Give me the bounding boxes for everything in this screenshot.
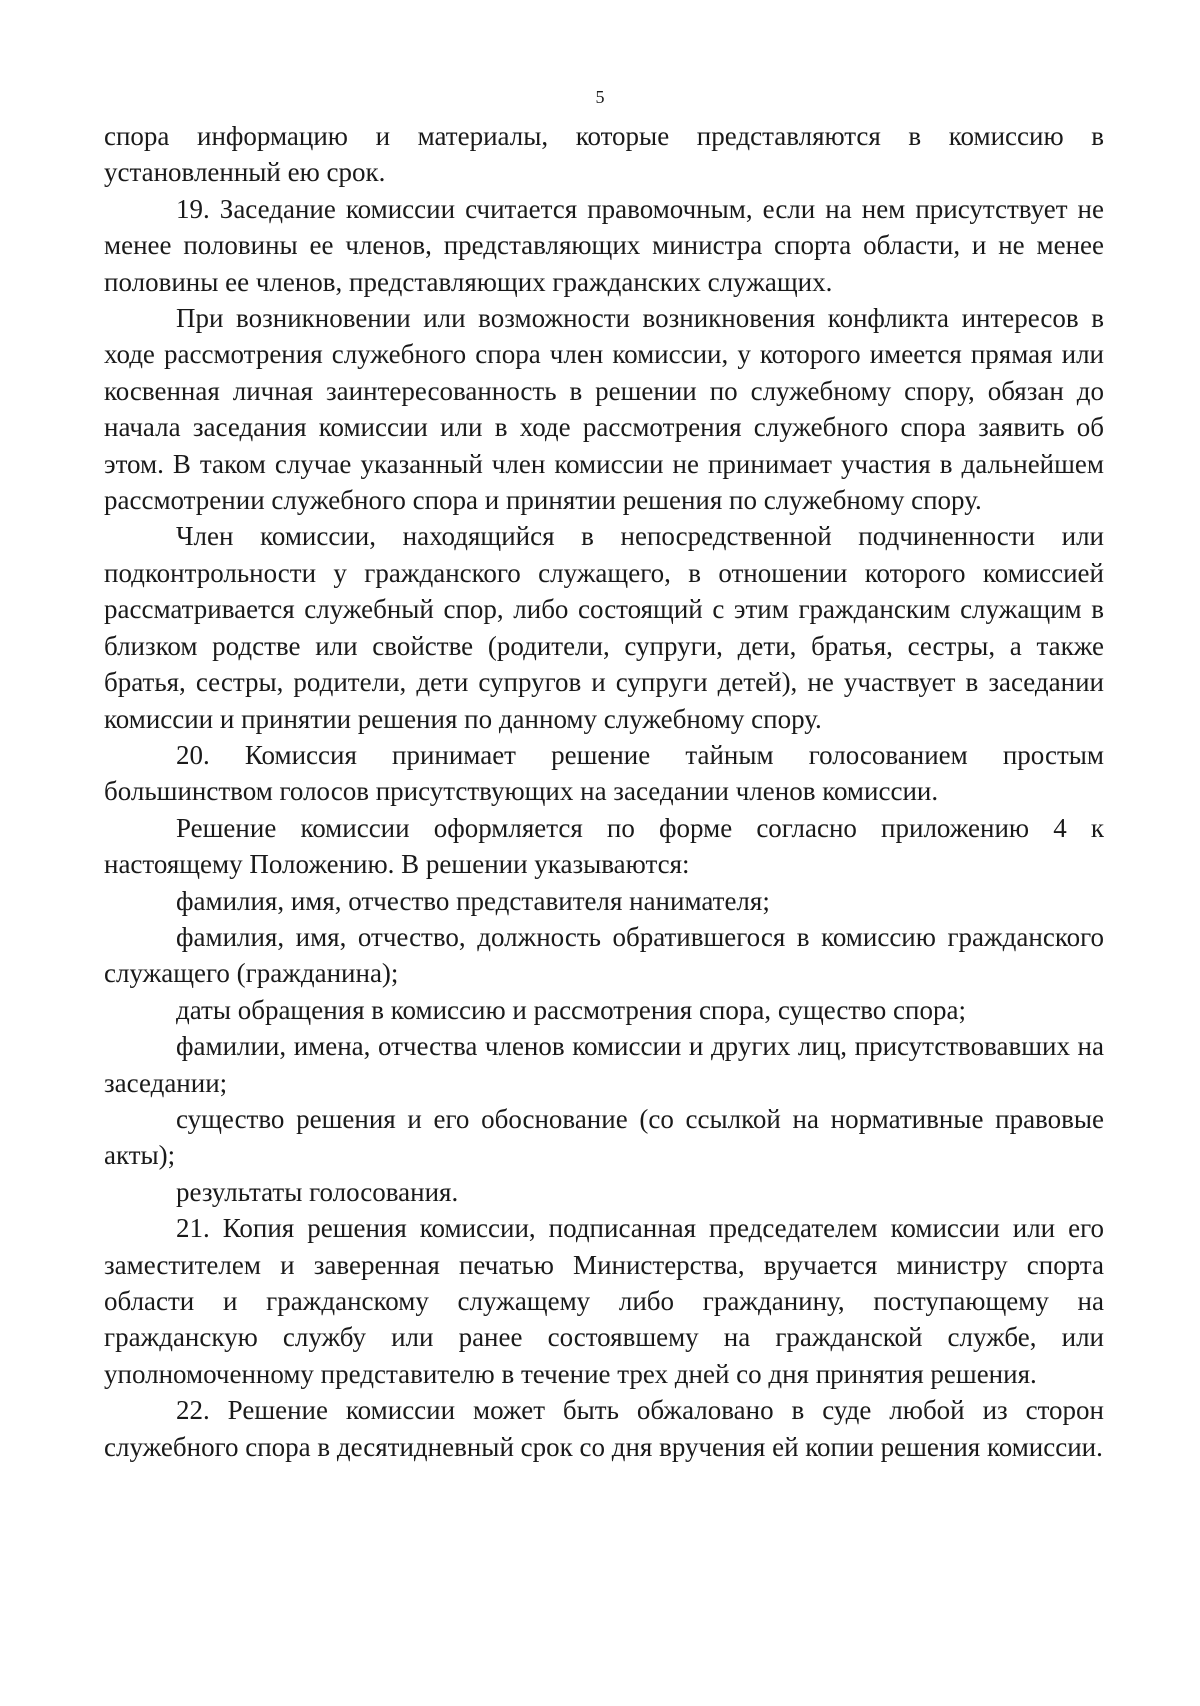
paragraph-item-19: 19. Заседание комиссии считается правомочным, если на нем присутствует не менее половины ее членов, представляющих министра спорта области, и не менее половины ее членов, представляющих гражданских служащих.: [104, 193, 1104, 297]
page-number: 5: [595, 87, 605, 107]
paragraph-decision-form: Решение комиссии оформляется по форме согласно приложению 4 к настоящему Положению. В решении указываются:: [104, 812, 1104, 880]
paragraph-item-22: 22. Решение комиссии может быть обжаловано в суде любой из сторон служебного спора в десятидневный срок со дня вручения ей копии решения комиссии.: [104, 1395, 1104, 1462]
paragraph-conflict-of-interest: При возникновении или возможности возникновения конфликта интересов в ходе рассмотрения служебного спора член комиссии, у которого имеется прямая или косвенная личная заинтересованность в решении по служебному спору, обязан до начала заседания комиссии или в ходе рассмотрения служебного спора заявить об этом. В таком случае указанный член комиссии не принимает участия в дальнейшем рассмотрении служебного спора и принятии решения по служебному спору.: [104, 303, 1104, 516]
list-item-employer-representative: фамилия, имя, отчество представителя нанимателя;: [176, 885, 770, 916]
document-body: [104, 118, 1104, 1465]
list-item-voting-results: результаты голосования.: [176, 1176, 459, 1207]
paragraph-continuation: спора информацию и материалы, которые представляются в комиссию в установленный ею срок.: [104, 121, 1104, 188]
paragraph-member-subordination: Член комиссии, находящийся в непосредственной подчиненности или подконтрольности у гражданского служащего, в отношении которого комиссией рассматривается служебный спор, либо состоящий с этим гражданским служащим в близком родстве или свойстве (родители, супруги, дети, братья, сестры, а также братья, сестры, родители, дети супругов и супруги детей), не участвует в заседании комиссии и принятии решения по данному служебному спору.: [104, 521, 1104, 734]
list-item-dates: даты обращения в комиссию и рассмотрения спора, существо спора;: [176, 994, 966, 1025]
list-item-applicant: фамилия, имя, отчество, должность обратившегося в комиссию гражданского служащего (гражданина);: [104, 921, 1104, 989]
list-item-attendees: фамилии, имена, отчества членов комиссии и других лиц, присутствовавших на заседании;: [104, 1031, 1104, 1098]
paragraph-item-21: 21. Копия решения комиссии, подписанная председателем комиссии или его заместителем и заверенная печатью Министерства, вручается министру спорта области и гражданскому служащему либо гражданину, поступающему на гражданскую службу или ранее состоявшему на гражданской службе, или уполномоченному представителю в течение трех дней со дня принятия решения.: [104, 1213, 1104, 1389]
list-item-decision-essence: существо решения и его обоснование (со ссылкой на нормативные правовые акты);: [104, 1103, 1104, 1171]
paragraph-item-20: 20. Комиссия принимает решение тайным голосованием простым большинством голосов присутствующих на заседании членов комиссии.: [104, 739, 1104, 807]
